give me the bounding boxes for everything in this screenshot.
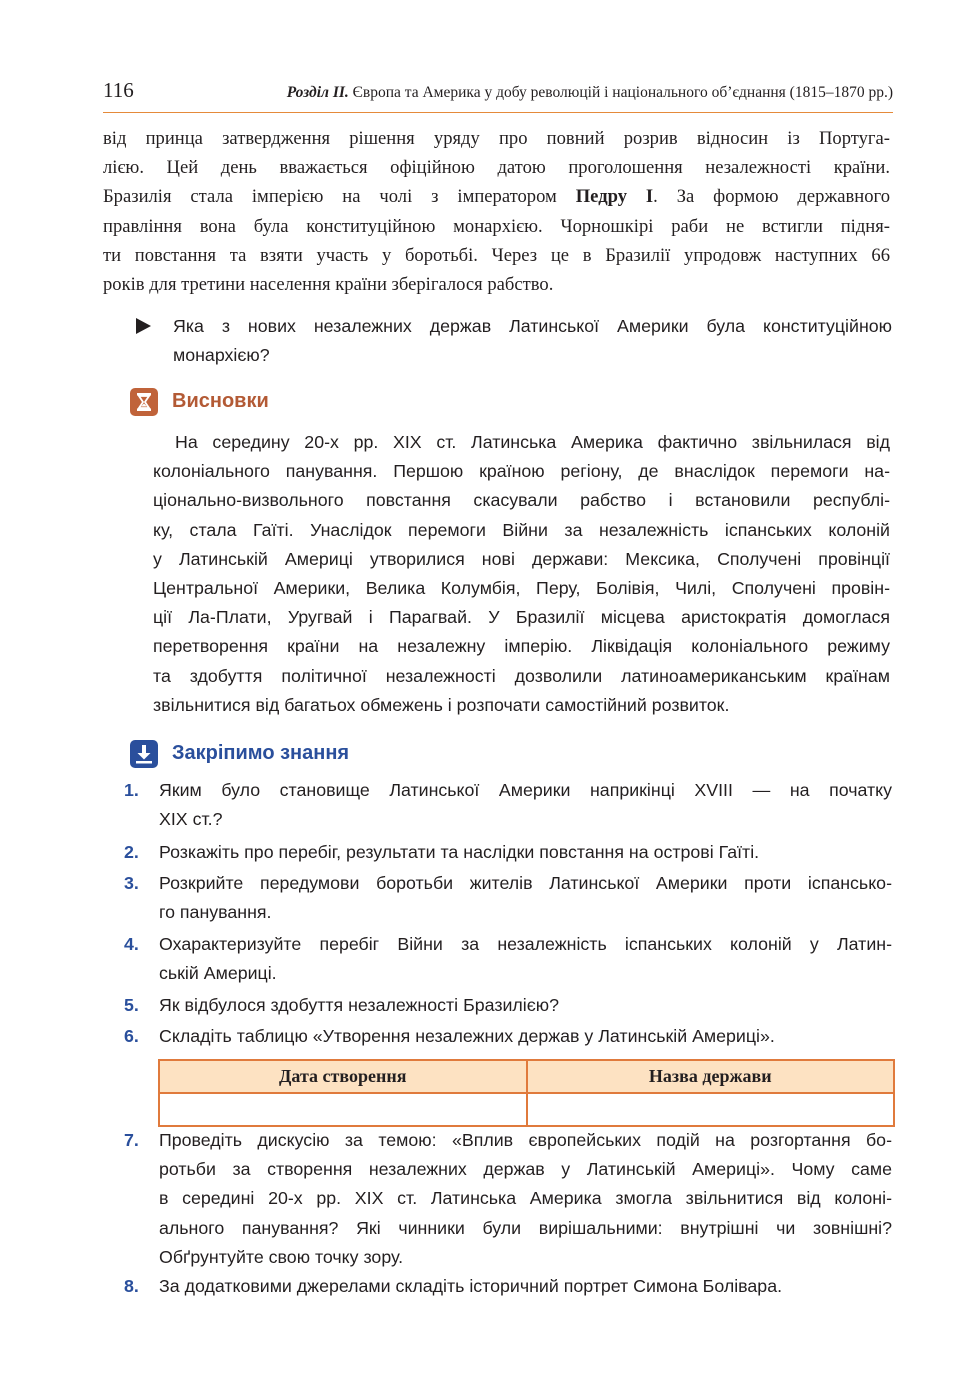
table-row: [159, 1093, 894, 1126]
task-item: [124, 838, 892, 867]
question-text: [173, 312, 892, 369]
emperor-name: Педру І: [575, 186, 654, 208]
task-line: Проведіть дискусію за темою: «Вплив європейських подій на розгортання бо-: [159, 1130, 892, 1150]
task-line: Розкажіть про перебіг, результати та наслідки повстання на острові Гаїті.: [159, 842, 760, 862]
table-header-date: Дата створення: [159, 1060, 527, 1093]
task-line: За додатковими джерелами складіть історичний портрет Симона Болівара.: [159, 1276, 783, 1296]
conclusions-line: ку, стала Гаїті. Унаслідок перемоги Війни за незалежність іспанських колоній: [153, 519, 890, 540]
body-line: лією. Цей день вважається офіційною датою проголошення незалежності країни.: [103, 157, 890, 179]
body-line: правління вона була конституційною монархією. Чорношкірі раби не встигли підня-: [103, 215, 890, 237]
table-cell-date[interactable]: [159, 1093, 527, 1126]
page-header: [103, 78, 893, 108]
task-number: 1.: [124, 780, 139, 800]
task-line: в середині 20-х рр. ХІХ ст. Латинська Америка змогла звільнитися від колоні-: [159, 1188, 892, 1209]
task-number: 8.: [124, 1276, 139, 1296]
page-number: 116: [103, 78, 134, 102]
task-number: 3.: [124, 873, 139, 893]
body-line: від принца затвердження рішення уряду про повний розрив відносин із Португа-: [103, 128, 890, 149]
body-line-emperor: [103, 182, 890, 211]
hourglass-icon: [130, 388, 158, 416]
task-number: 6.: [124, 1026, 139, 1046]
task-item: [124, 930, 892, 988]
task-item: [124, 1022, 892, 1051]
task-item: [124, 1272, 892, 1301]
task-item: [124, 1126, 892, 1272]
task-line: го панування.: [159, 902, 272, 923]
task-line: ській Америці.: [159, 963, 277, 984]
review-question: [136, 312, 892, 369]
question-line: монархією?: [173, 344, 270, 365]
table-cell-state[interactable]: [527, 1093, 895, 1126]
conclusions-line: звільнитися від багатьох обмежень і розпочати самостійний розвиток.: [153, 694, 730, 715]
task-line: Як відбулося здобуття незалежності Бразилією?: [159, 995, 560, 1015]
triangle-bullet-icon: [136, 318, 151, 334]
header-rule: [103, 112, 893, 113]
table-header-row: [159, 1060, 894, 1093]
task-number: 2.: [124, 842, 139, 862]
body-line: ти повстання та взяти участь у боротьбі. Через це в Бразилії упродовж наступних 66: [103, 244, 890, 266]
conclusions-line: перетворення країни на незалежну імперію. Ліквідація колоніального режиму: [153, 636, 890, 657]
states-table: [158, 1059, 895, 1127]
table-header-state: Назва держави: [527, 1060, 895, 1093]
task-item: [124, 776, 892, 834]
conclusions-line: колоніального панування. Першою країною регіону, де внаслідок перемоги на-: [153, 461, 890, 482]
conclusions-line: та здобуття політичної незалежності дозволили латиноамериканським країнам: [153, 665, 890, 686]
conclusions-line: Центральної Америки, Велика Колумбія, Перу, Болівія, Чилі, Сполучені провін-: [153, 577, 890, 598]
task-number: 7.: [124, 1130, 139, 1150]
reinforce-title: Закріпимо знання: [172, 742, 350, 764]
running-head: [287, 84, 893, 102]
task-item: [124, 991, 892, 1020]
task-number: 5.: [124, 995, 139, 1015]
task-line: ального панування? Які чинники були вирішальними: внутрішні чи зовнішні?: [159, 1217, 892, 1238]
download-arrow-icon: [130, 740, 158, 768]
conclusions-line: ціонально-визвольного повстання скасували рабство і встановили республі-: [153, 490, 890, 511]
task-line: Обґрунтуйте свою точку зору.: [159, 1246, 404, 1267]
task-line: Розкрийте передумови боротьби жителів Латинської Америки проти іспансько-: [159, 873, 892, 893]
question-line: Яка з нових незалежних держав Латинської Америки була конституційною: [173, 316, 892, 336]
conclusions-line: На середину 20-х рр. ХІХ ст. Латинська Америка фактично звільнилася від: [175, 432, 890, 452]
section-label: Розділ ІІ.: [286, 84, 349, 101]
task-line: Охарактеризуйте перебіг Війни за незалежність іспанських колоній у Латин-: [159, 934, 892, 954]
task-line: Яким було становище Латинської Америки наприкінці XVIII — на початку: [159, 780, 892, 800]
task-line: ротьби за створення незалежних держав у Латинській Америці». Чому саме: [159, 1159, 892, 1180]
section-title: Європа та Америка у добу революцій і національного об’єднання (1815–1870 рр.): [352, 84, 893, 101]
conclusions-title: Висновки: [172, 390, 269, 412]
task-line: XIX ст.?: [159, 809, 223, 830]
body-line: років для третини населення країни зберігалося рабство.: [103, 273, 554, 295]
conclusions-paragraph: [153, 428, 890, 720]
conclusions-line: у Латинській Америці утворилися нові держави: Мексика, Сполучені провінції: [153, 548, 890, 569]
task-number: 4.: [124, 934, 139, 954]
body-line-head: Бразилія стала імперією на чолі з імператором: [103, 186, 557, 208]
task-item: [124, 869, 892, 927]
body-paragraph: [103, 124, 890, 299]
conclusions-line: ції Ла-Плати, Уругвай і Парагвай. У Бразилії місцева аристократія домоглася: [153, 607, 890, 628]
task-line: Складіть таблицю «Утворення незалежних держав у Латинській Америці».: [159, 1026, 775, 1046]
body-line-tail: . За формою державного: [653, 186, 890, 208]
